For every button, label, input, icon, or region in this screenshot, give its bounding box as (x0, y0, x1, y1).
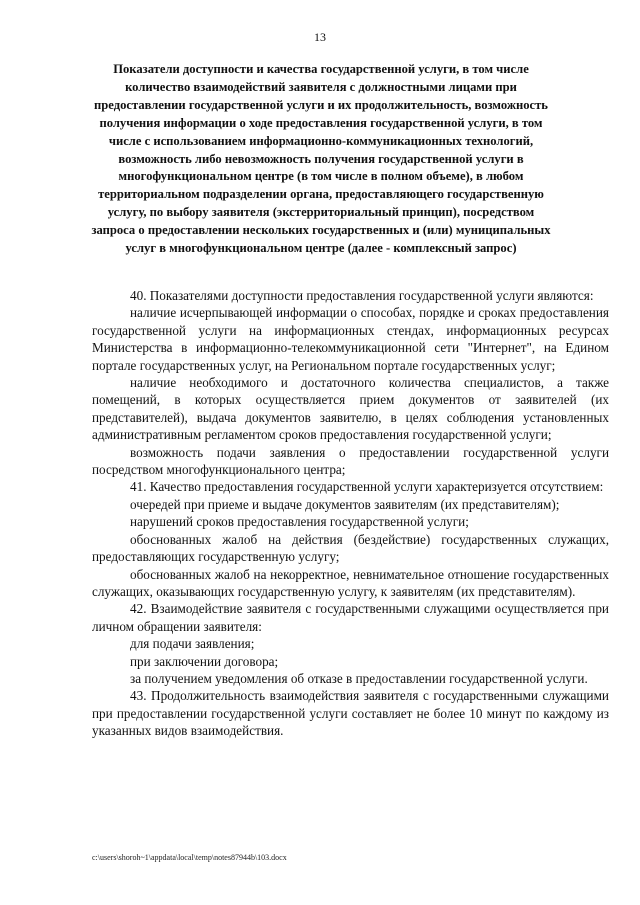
page-number: 13 (314, 30, 326, 44)
paragraph-queues: очередей при приеме и выдаче документов заявителям (их представителям); (130, 496, 560, 512)
paragraph-contract: при заключении договора; (130, 653, 279, 669)
paragraph-deadlines: нарушений сроков предоставления государственной услуги; (130, 514, 469, 530)
paragraph-application: для подачи заявления; (130, 636, 255, 652)
paragraph-41-intro: 41. Качество предоставления государственной услуги характеризуется отсутствием: (130, 479, 604, 495)
paragraph-complaints-actions: обоснованных жалоб на действия (бездействие) государственных служащих, предоставляющих государственную услугу; (92, 531, 609, 565)
paragraph-specialists: наличие необходимого и достаточного количества специалистов, а также помещений, в которых осуществляется прием документов от заявителей (их представителей), выдача документов заявителю, в целях соблюдения установленных административным регламентом сроков предоставления государственной услуги; (92, 375, 609, 443)
footer-file-path: c:\users\shoroh~1\appdata\local\temp\notes87944b\103.docx (92, 853, 287, 862)
paragraph-43-duration: 43. Продолжительность взаимодействия заявителя с государственными служащими при предоставлении государственной услуги составляет не более 10 минут по каждому из указанных видов взаимодействия. (92, 688, 609, 739)
paragraph-information: наличие исчерпывающей информации о способах, порядке и сроках предоставления государственной услуги на информационных стендах, информационных ресурсах Министерства в информационно-телекоммуникационной сети "Интернет", на Едином портале государственных услуг, на Региональном портале государственных услуг; (92, 305, 609, 373)
paragraph-mfc: возможность подачи заявления о предоставлении государственной услуги посредством многофункционального центра; (92, 444, 609, 478)
paragraph-complaints-attitude: обоснованных жалоб на некорректное, невнимательное отношение государственных служащих, оказывающих государственную услугу, к заявителям (их представителям). (92, 566, 609, 599)
section-heading: Показатели доступности и качества государственной услуги, в том числе количество взаимодействий заявителя с должностными лицами при предоставлении государственной услуги и их продолжительность, возможность получения информации о ходе предоставления государственной услуги, в том числе с использованием информационно-коммуникационных технологий, возможность либо невозможность получения государственной услуги в многофункциональном центре (в том числе в полном объеме), в любом территориальном подразделении органа, предоставляющего государственную услугу, по выбору заявителя (экстерриториальный принцип), посредством запроса о предоставлении нескольких государственных и (или) муниципальных услуг в многофункциональном центре (далее - комплексный запрос) (91, 62, 551, 256)
paragraph-refusal: за получением уведомления об отказе в предоставлении государственной услуги. (130, 670, 588, 686)
document-body (92, 287, 609, 740)
paragraph-42-intro: 42. Взаимодействие заявителя с государственными служащими осуществляется при личном обращении заявителя: (92, 601, 609, 634)
paragraph-40-intro: 40. Показателями доступности предоставления государственной услуги являются: (130, 288, 594, 303)
